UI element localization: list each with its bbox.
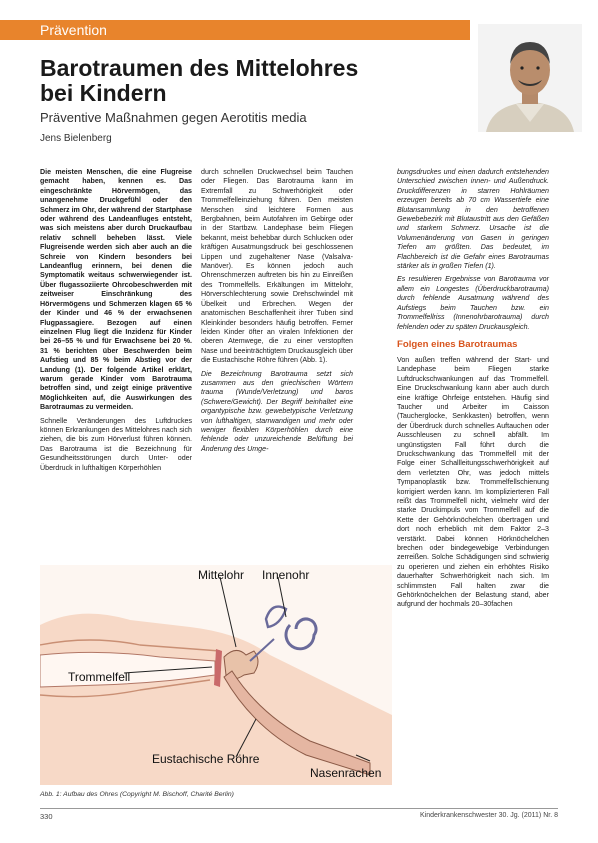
ear-anatomy-figure: [40, 565, 392, 785]
figure-caption: Abb. 1: Aufbau des Ohres (Copyright M. Bischoff, Charité Berlin): [40, 791, 234, 798]
paragraph: Schnelle Veränderungen des Luftdruckes können Erkrankungen des Mittelohres nach sich ziehen, die bis zum Hörverlust führen können. Das Barotrauma ist die Bezeichnung für Gesundheitsstörungen durch Unter- oder Überdruck in lufthaltigen Körperhöhlen: [40, 416, 192, 472]
lead-paragraph: Die meisten Menschen, die eine Flugreise gemacht haben, kennen es. Das eingeschränkte Hörvermögen, das unangenehme Druckgefühl oder den Schmerz im Ohr, der während der Startphase oder während des Landeanfluges entsteht, was sich meistens aber durch Druckaufbau relativ schnell beheben lässt. Viele Flugreisende werden sich aber auch an die Schreie von Kindern besonders bei Landeanflug erinnern, bei denen die Symptomatik weitaus schwerwiegender ist. Über flugassoziierte Ohrcobeschwerden mit zeitweiser Einschränkung des Hörvermögens und Schmerzen klagen 65 % der Kinder und 46 % der erwachsenen Flugpassagiere. Bezogen auf einen einzelnen Flug liegt die Inzidenz für Kinder bei 26–55 % und für Erwachsene bei 20 %. 31 % berichten über Beschwerden beim Aufstieg und 85 % beim Abstieg vor der Landung (1). Der folgende Artikel erklärt, warum gerade Kinder vom Barotrauma betroffen sind, und zeigt einige präventive Möglichkeiten auf, die Auswirkungen des Barotraumas zu vermeiden.: [40, 168, 192, 412]
footer-divider: [40, 808, 558, 809]
text-column-3: [397, 168, 549, 614]
author-photo: [478, 24, 582, 132]
label-trommelfell: Trommelfell: [68, 670, 131, 684]
section-subheading: Folgen eines Barotraumas: [397, 338, 518, 350]
author-name: Jens Bielenberg: [40, 133, 112, 144]
article-subtitle: Präventive Maßnahmen gegen Aerotitis media: [40, 110, 307, 125]
text-column-2: [201, 168, 353, 458]
title-line-2: bei Kindern: [40, 80, 167, 106]
title-line-1: Barotraumen des Mittelohres: [40, 55, 359, 81]
paragraph: durch schnellen Druckwechsel beim Tauchen oder Fliegen. Das Barotrauma kann im Extremfall zu Schwerhörigkeit oder Trommelfelleinziehung führen. Den meisten Menschen sind leichtere Formen aus Bergbahnen, beim Autofahren im Gebirge oder in der Startbzw. Landephase beim Fliegen bekannt, meist behebbar durch Schlucken oder kräftigen Ausatmungsdruck bei geschlossenen Lippen und zugehaltener Nase (Valsalva-Manöver). Es können jedoch auch Ohrenschmerzen auftreten bis hin zu Einreißen des Trommelfells. Erkältungen im Mittelohr, Hörverschlechterung sowie Drehschwindel mit Übelkeit und Erbrechen. Wegen der anatomischen Beschaffenheit ihrer Tuben sind Kleinkinder besonders häufig betroffen. Ferner leiden Kinder öfter an viralen Infektionen der oberen Atemwege, die zu einer verstopften Nase und beeinträchtigtem Druckausgleich über die Eustachische Röhre führen (Abb. 1).: [201, 168, 353, 365]
section-header: [0, 20, 470, 40]
paragraph: Von außen treffen während der Start- und Landephase beim Fliegen starke Luftdruckschwankungen auf das Trommelfell. Eine Druckschwankung kann aber auch durch eine kräftige Ohrfeige entstehen. Häufig sind Taucher und Arbeiter im Caisson (Taucherglocke, Senkkasten) betroffen, wenn der Überdruck durch schnelles Auftauchen oder Ausschleusen zu schnell abfällt. Im ungünstigsten Fall führt durch die Druckschwankung das Trommelfell mit der Folge einer Schallleitungsschwerhörigkeit auf dem verletzten Ohr, was jedoch mittels Tympanoplastik bzw. Trommelfellschienung korrigiert werden kann. Im komplizierteren Fall reißt das Trommelfell nicht, vielmehr wird der starke Druckimpuls vom Trommelfell auf die Kette der Gehörknöchelchen übertragen und dort noch erheblich mit dem Faktor 2–3 verstärkt. Dabei können Hörknöchelchen brechen oder bindegewebige Verbindungen zerreißen. Solche Schädigungen sind schwierig zu operieren und ziehen ein erhöhtes Risiko dauerhafter Schwerhörigkeit nach sich. Im schlimmsten Fall halten zwar die Gehörknöchelchen der Belastung stand, aber aufgrund der hochmals 20–30fachen: [397, 355, 549, 609]
ear-diagram: [40, 565, 392, 785]
italic-paragraph: Die Bezeichnung Barotrauma setzt sich zusammen aus den griechischen Wörtern trauma (Wunde/Verletzung) und baros (Schwere/Gewicht). Der Begriff beinhaltet eine organtypische bzw. gewebetypische Verletzung von lufthaltigen, starrwandigen und mehr oder weniger flexiblen Körperhöhlen durch eine fehlende oder unzureichende Belüftung bei Änderung des Umge-: [201, 369, 353, 453]
section-label: Prävention: [40, 22, 107, 38]
label-mittelohr: Mittelohr: [198, 568, 245, 582]
italic-paragraph: bungsdruckes und einen dadurch entstehenden Unterschied zwischen innen- und Außendruck. Druckdifferenzen in starren Hohlräumen erzeugen bereits ab 70 cm Wassertiefe eine Blutansammlung in den betroffenen Gewebebezirk mit Blutaustritt aus den Gefäßen und starkem Schmerz. Ursache ist die Volumenänderung von Gasen in geringen Tiefen am größten. Das bedeutet, im Flachbereich ist die Gefahr eines Barotraumas stärker als in großen Tiefen (1).: [397, 168, 549, 271]
italic-paragraph: Es resultieren Ergebnisse von Barotrauma vor allem ein Longestes (Überdruckbarotrauma) durch fehlende Ausatmung während des Aufstiegs beim Tauchen bzw. ein Trommelfellriss (Innenohrbarotrauma) durch fehlenden oder zu späten Druckausgleich.: [397, 275, 549, 331]
label-eustachische-roehre: Eustachische Röhre: [152, 752, 260, 766]
article-title: [40, 56, 460, 106]
text-column-1: [40, 168, 192, 477]
label-nasenrachen: Nasenrachen: [310, 766, 382, 780]
label-innenohr: Innenohr: [262, 568, 310, 582]
journal-reference: Kinderkrankenschwester 30. Jg. (2011) Nr. 8: [420, 812, 558, 819]
page-number: 330: [40, 812, 53, 821]
